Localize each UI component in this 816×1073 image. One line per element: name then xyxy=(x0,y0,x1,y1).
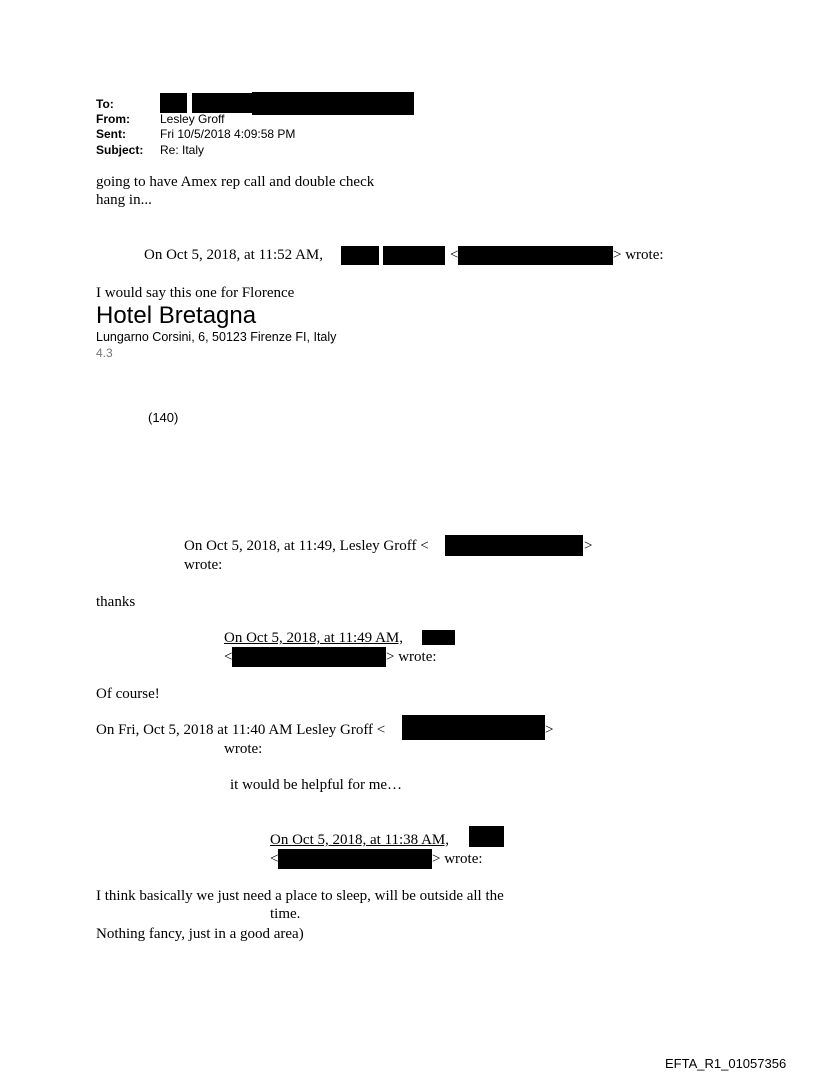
redaction-box xyxy=(232,647,386,667)
quote-attribution: wrote: xyxy=(224,741,263,757)
from-label: From: xyxy=(96,112,130,126)
redaction-box xyxy=(160,93,187,113)
quote-attribution: On Oct 5, 2018, at 11:49 AM, xyxy=(224,630,404,646)
message-text: hang in... xyxy=(96,192,152,208)
quote-bracket: < xyxy=(224,649,233,665)
quote-bracket: < xyxy=(450,247,459,263)
sent-value: Fri 10/5/2018 4:09:58 PM xyxy=(160,127,296,141)
quote-attribution: On Oct 5, 2018, at 11:38 AM, xyxy=(270,832,450,848)
redaction-box xyxy=(445,535,583,556)
redaction-box xyxy=(422,630,455,645)
message-text: going to have Amex rep call and double check xyxy=(96,174,375,190)
redaction-box xyxy=(278,849,432,869)
quote-bracket: < xyxy=(270,851,279,867)
redaction-box xyxy=(341,246,379,265)
message-text: time. xyxy=(270,906,301,922)
message-text: Nothing fancy, just in a good area) xyxy=(96,926,304,942)
message-text: I would say this one for Florence xyxy=(96,285,295,301)
quote-attribution-suffix: > wrote: xyxy=(432,851,483,867)
quote-bracket: > xyxy=(545,722,554,738)
quote-attribution: On Fri, Oct 5, 2018 at 11:40 AM Lesley Groff < xyxy=(96,722,386,738)
redaction-box xyxy=(252,92,414,115)
redaction-box xyxy=(402,715,545,740)
message-text: it would be helpful for me… xyxy=(230,777,403,793)
message-text: I think basically we just need a place to sleep, will be outside all the xyxy=(96,888,504,904)
redaction-box xyxy=(458,246,613,265)
quote-attribution-suffix: > wrote: xyxy=(613,247,664,263)
redaction-box xyxy=(383,246,445,265)
quote-attribution: On Oct 5, 2018, at 11:49, Lesley Groff < xyxy=(184,538,429,554)
subject-value: Re: Italy xyxy=(160,143,205,157)
hotel-review-count: (140) xyxy=(148,410,179,425)
redaction-box xyxy=(469,826,504,847)
redaction-box xyxy=(192,93,252,113)
quote-bracket: > xyxy=(584,538,593,554)
hotel-address: Lungarno Corsini, 6, 50123 Firenze FI, Italy xyxy=(96,330,337,344)
document-id: EFTA_R1_01057356 xyxy=(665,1056,787,1071)
subject-label: Subject: xyxy=(96,143,144,157)
quote-attribution: wrote: xyxy=(184,557,223,573)
from-value: Lesley Groff xyxy=(160,112,225,126)
quote-attribution: On Oct 5, 2018, at 11:52 AM, xyxy=(144,247,324,263)
quote-attribution-suffix: > wrote: xyxy=(386,649,437,665)
message-text: thanks xyxy=(96,594,136,610)
message-text: Of course! xyxy=(96,686,160,702)
to-label: To: xyxy=(96,97,114,111)
hotel-name: Hotel Bretagna xyxy=(96,302,257,329)
sent-label: Sent: xyxy=(96,127,126,141)
hotel-rating: 4.3 xyxy=(96,346,113,360)
